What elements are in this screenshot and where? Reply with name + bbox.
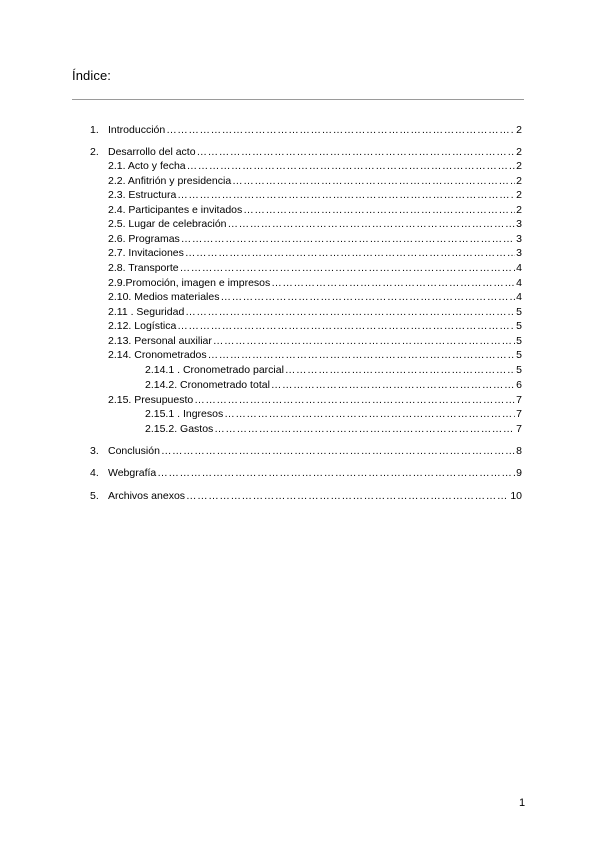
toc-leader-dots (243, 204, 515, 217)
toc-entry-page: 10 (510, 490, 522, 502)
toc-entry[interactable] (108, 247, 522, 260)
toc-entry-page: 2 (516, 204, 522, 216)
toc-leader-dots (187, 160, 516, 173)
toc-entry-title: Archivos anexos (108, 490, 186, 502)
toc-entry-page: 2 (516, 189, 522, 201)
toc-entry[interactable] (108, 394, 522, 407)
toc-entry-title: 2.7. Invitaciones (108, 247, 184, 259)
toc-entry-page: 2 (516, 146, 522, 158)
toc-entry-page: 5 (516, 349, 522, 361)
toc-leader-dots (161, 445, 515, 458)
toc-leader-dots (194, 394, 515, 407)
toc-entry-page: 2 (516, 124, 522, 136)
toc-entry-page: 3 (516, 233, 522, 245)
toc-leader-dots (180, 262, 516, 275)
toc-leader-dots (208, 349, 516, 362)
toc-entry-page: 2 (516, 160, 522, 172)
toc-entry-page: 9 (516, 467, 522, 479)
toc-entry-title: 2.3. Estructura (108, 189, 177, 201)
toc-leader-dots (214, 423, 515, 436)
toc-entry[interactable] (108, 349, 522, 362)
toc-entry-page: 5 (516, 320, 522, 332)
toc-leader-dots (177, 189, 515, 202)
toc-entry[interactable] (90, 467, 522, 480)
toc-entry-page: 4 (516, 277, 522, 289)
toc-leader-dots (271, 277, 515, 290)
toc-entry[interactable] (90, 146, 522, 159)
toc-leader-dots (157, 467, 515, 480)
toc-entry[interactable] (108, 335, 522, 348)
toc-entry-title: 2.1. Acto y fecha (108, 160, 186, 172)
toc-entry[interactable] (145, 364, 522, 377)
toc-entry-page: 4 (516, 262, 522, 274)
toc-entry[interactable] (90, 124, 522, 137)
toc-entry-title: 2.14.1 . Cronometrado parcial (145, 364, 284, 376)
toc-entry-title: 2.4. Participantes e invitados (108, 204, 243, 216)
toc-entry-title: 2.15. Presupuesto (108, 394, 194, 406)
toc-entry-title: 2.14.2. Cronometrado total (145, 379, 270, 391)
toc-entry-title: Conclusión (108, 445, 160, 457)
toc-entry-title: 2.11 . Seguridad (108, 306, 185, 318)
toc-entry-page: 7 (516, 423, 522, 435)
toc-entry[interactable] (108, 277, 522, 290)
title-divider (72, 99, 524, 100)
toc-entry[interactable] (108, 291, 522, 304)
toc-entry-title: Introducción (108, 124, 166, 136)
toc-entry-number: 1. (90, 124, 99, 136)
toc-leader-dots (185, 247, 515, 260)
toc-leader-dots (185, 306, 515, 319)
page-number: 1 (519, 797, 526, 809)
toc-leader-dots (186, 490, 509, 503)
toc-leader-dots (177, 320, 515, 333)
toc-entry[interactable] (90, 445, 522, 458)
toc-entry-title: 2.15.1 . Ingresos (145, 408, 224, 420)
toc-entry[interactable] (108, 160, 522, 173)
toc-leader-dots (220, 291, 515, 304)
toc-entry-title: 2.5. Lugar de celebración (108, 218, 227, 230)
toc-entry-title: 2.2. Anfitrión y presidencia (108, 175, 232, 187)
toc-entry[interactable] (108, 218, 522, 231)
toc-entry-page: 5 (516, 364, 522, 376)
toc-leader-dots (181, 233, 515, 246)
toc-leader-dots (228, 218, 516, 231)
toc-entry-page: 7 (516, 408, 522, 420)
toc-entry-title: 2.6. Programas (108, 233, 180, 245)
toc-entry[interactable] (145, 423, 522, 436)
toc-entry-title: 2.9.Promoción, imagen e impresos (108, 277, 271, 289)
toc-entry-page: 5 (516, 306, 522, 318)
toc-entry-page: 8 (516, 445, 522, 457)
toc-entry-title: 2.13. Personal auxiliar (108, 335, 212, 347)
toc-entry-number: 5. (90, 490, 99, 502)
toc-entry-page: 3 (516, 247, 522, 259)
toc-entry[interactable] (108, 175, 522, 188)
toc-leader-dots (166, 124, 515, 137)
page-title: Índice: (72, 68, 112, 83)
toc-entry-title: Webgrafía (108, 467, 157, 479)
toc-entry[interactable] (108, 189, 522, 202)
toc-entry[interactable] (108, 262, 522, 275)
toc-entry-number: 3. (90, 445, 99, 457)
toc-entry[interactable] (108, 233, 522, 246)
toc-entry-number: 2. (90, 146, 99, 158)
toc-entry-title: 2.8. Transporte (108, 262, 179, 274)
toc-leader-dots (197, 146, 516, 159)
toc-entry-page: 6 (516, 379, 522, 391)
toc-leader-dots (213, 335, 515, 348)
toc-entry-title: 2.12. Logística (108, 320, 177, 332)
toc-entry[interactable] (145, 379, 522, 392)
toc-entry-page: 3 (516, 218, 522, 230)
toc-entry-page: 5 (516, 335, 522, 347)
toc-leader-dots (224, 408, 515, 421)
toc-entry-title: 2.10. Medios materiales (108, 291, 220, 303)
toc-entry-page: 4 (516, 291, 522, 303)
toc-entry-title: 2.15.2. Gastos (145, 423, 214, 435)
toc-entry[interactable] (108, 306, 522, 319)
toc-entry[interactable] (145, 408, 522, 421)
toc-entry-title: Desarrollo del acto (108, 146, 196, 158)
toc-leader-dots (271, 379, 515, 392)
toc-leader-dots (285, 364, 515, 377)
toc-entry-page: 7 (516, 394, 522, 406)
toc-entry[interactable] (90, 490, 522, 503)
toc-entry-number: 4. (90, 467, 99, 479)
toc-entry-page: 2 (516, 175, 522, 187)
toc-entry[interactable] (108, 204, 522, 217)
toc-entry-title: 2.14. Cronometrados (108, 349, 207, 361)
toc-entry[interactable] (108, 320, 522, 333)
toc-leader-dots (232, 175, 515, 188)
